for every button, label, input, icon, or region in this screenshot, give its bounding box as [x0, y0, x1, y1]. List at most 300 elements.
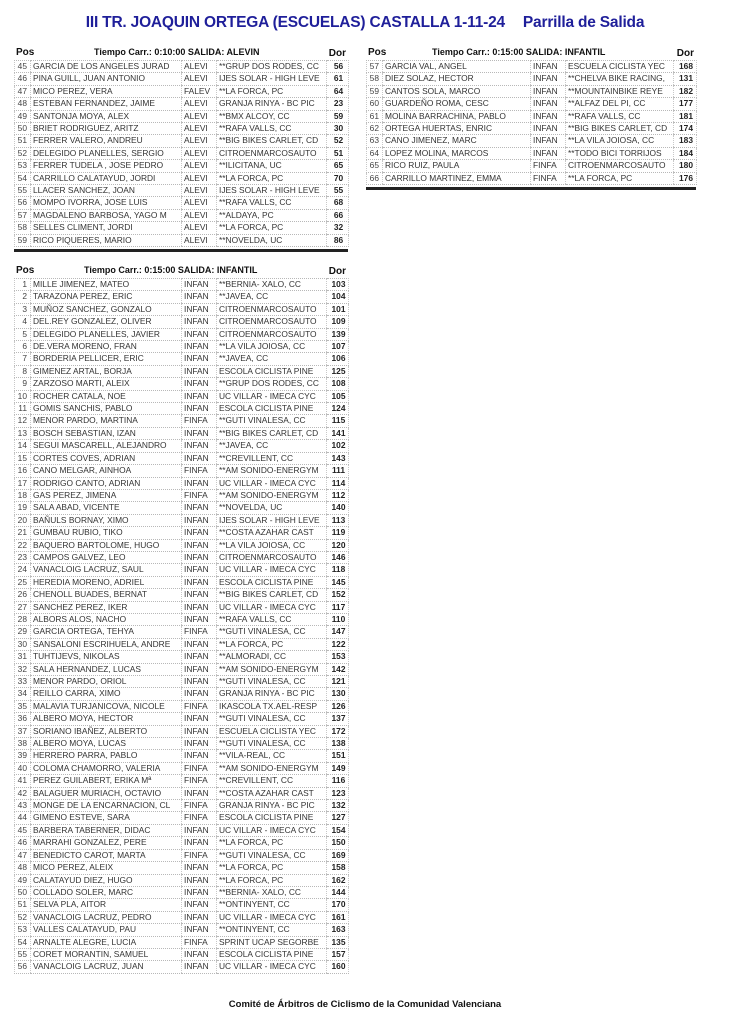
position-cell: 60 — [367, 98, 383, 110]
club-cell: **ONTINYENT, CC — [217, 924, 327, 936]
category-cell: INFAN — [182, 539, 217, 551]
category-cell: ALEVI — [182, 110, 217, 122]
position-cell: 48 — [15, 862, 31, 874]
club-cell: ESCOLA CICLISTA PINE — [217, 812, 327, 824]
position-cell: 37 — [15, 725, 31, 737]
infantil-top-table — [366, 60, 697, 185]
category-cell: INFAN — [182, 341, 217, 353]
rider-name-cell: SANTONJA MOYA, ALEX — [31, 110, 182, 122]
rider-name-cell: ALBERO MOYA, HECTOR — [31, 713, 182, 725]
bib-number-cell: 130 — [327, 688, 349, 700]
document-title — [0, 14, 730, 32]
bib-number-cell: 116 — [327, 775, 349, 787]
category-cell: INFAN — [182, 638, 217, 650]
position-cell: 17 — [15, 477, 31, 489]
position-cell: 2 — [15, 291, 31, 303]
bib-number-cell: 183 — [674, 135, 697, 147]
rider-name-cell: GUARDEÑO ROMA, CESC — [383, 98, 531, 110]
bib-number-cell: 135 — [327, 936, 349, 948]
rider-row — [15, 477, 349, 489]
club-cell: **CREVILLENT, CC — [217, 775, 327, 787]
category-cell: INFAN — [182, 651, 217, 663]
category-cell: INFAN — [182, 378, 217, 390]
position-cell: 16 — [15, 465, 31, 477]
position-cell: 46 — [15, 837, 31, 849]
position-cell: 14 — [15, 440, 31, 452]
club-cell: **NOVELDA, UC — [217, 502, 327, 514]
category-cell: INFAN — [182, 440, 217, 452]
club-cell: **LA FORCA, PC — [217, 85, 327, 97]
rider-row — [15, 738, 349, 750]
rider-name-cell: COLLADO SOLER, MARC — [31, 886, 182, 898]
position-cell: 58 — [15, 222, 31, 234]
rider-row — [15, 638, 349, 650]
rider-name-cell: PINA GUILL, JUAN ANTONIO — [31, 73, 182, 85]
bib-number-cell: 150 — [327, 837, 349, 849]
club-cell: **VILA-REAL, CC — [217, 750, 327, 762]
bib-number-cell: 106 — [327, 353, 349, 365]
category-cell: INFAN — [531, 98, 566, 110]
category-cell: ALEVI — [182, 197, 217, 209]
rider-name-cell: CORTES COVES, ADRIAN — [31, 452, 182, 464]
rider-name-cell: GARCIA DE LOS ANGELES JURAD — [31, 61, 182, 73]
table-bottom-rule — [366, 187, 696, 190]
rider-name-cell: BAQUERO BARTOLOME, HUGO — [31, 539, 182, 551]
club-cell: UC VILLAR - IMECA CYC — [217, 390, 327, 402]
rider-name-cell: ALBERO MOYA, LUCAS — [31, 738, 182, 750]
club-cell: **GUTI VINALESA, CC — [217, 626, 327, 638]
bib-number-cell: 126 — [327, 700, 349, 712]
bib-number-cell: 125 — [327, 365, 349, 377]
rider-row — [15, 800, 349, 812]
category-cell: FALEV — [182, 85, 217, 97]
position-cell: 9 — [15, 378, 31, 390]
category-cell: INFAN — [182, 886, 217, 898]
position-cell: 5 — [15, 328, 31, 340]
rider-row — [15, 378, 349, 390]
club-cell: UC VILLAR - IMECA CYC — [217, 477, 327, 489]
category-cell: INFAN — [182, 874, 217, 886]
club-cell: ESCUELA CICLISTA YEC — [566, 61, 674, 73]
bib-number-cell: 51 — [327, 147, 349, 159]
bib-number-cell: 61 — [327, 73, 349, 85]
rider-row — [15, 427, 349, 439]
bib-number-cell: 157 — [327, 948, 349, 960]
club-cell: UC VILLAR - IMECA CYC — [217, 601, 327, 613]
position-cell: 21 — [15, 527, 31, 539]
rider-row — [15, 465, 349, 477]
category-cell: INFAN — [182, 837, 217, 849]
rider-name-cell: VANACLOIG LACRUZ, SAUL — [31, 564, 182, 576]
bib-number-cell: 118 — [327, 564, 349, 576]
club-cell: ESCOLA CICLISTA PINE — [217, 403, 327, 415]
bib-number-cell: 145 — [327, 576, 349, 588]
rider-name-cell: GUMBAU RUBIO, TIKO — [31, 527, 182, 539]
position-cell: 57 — [15, 209, 31, 221]
position-cell: 63 — [367, 135, 383, 147]
category-cell: FINFA — [182, 489, 217, 501]
bib-number-cell: 123 — [327, 787, 349, 799]
position-cell: 3 — [15, 303, 31, 315]
category-cell: INFAN — [182, 787, 217, 799]
rider-name-cell: TARAZONA PEREZ, ERIC — [31, 291, 182, 303]
bib-number-cell: 174 — [674, 123, 697, 135]
bib-number-cell: 121 — [327, 676, 349, 688]
position-cell: 36 — [15, 713, 31, 725]
club-cell: UC VILLAR - IMECA CYC — [217, 911, 327, 923]
pos-column-header: Pos — [368, 47, 387, 58]
rider-row — [15, 700, 349, 712]
position-cell: 52 — [15, 911, 31, 923]
club-cell: **LA FORCA, PC — [217, 172, 327, 184]
position-cell: 44 — [15, 812, 31, 824]
club-cell: **MOUNTAINBIKE REYE — [566, 85, 674, 97]
rider-row — [15, 527, 349, 539]
rider-row — [15, 713, 349, 725]
club-cell: CITROENMARCOSAUTO — [217, 551, 327, 563]
rider-row — [15, 899, 349, 911]
category-cell: INFAN — [182, 427, 217, 439]
alevin-table — [14, 60, 349, 247]
rider-name-cell: CANO JIMENEZ, MARC — [383, 135, 531, 147]
rider-row — [15, 948, 349, 960]
bib-number-cell: 109 — [327, 316, 349, 328]
rider-name-cell: ORTEGA HUERTAS, ENRIC — [383, 123, 531, 135]
category-cell: INFAN — [182, 750, 217, 762]
category-cell: FINFA — [182, 626, 217, 638]
club-cell: ESCOLA CICLISTA PINE — [217, 365, 327, 377]
club-cell: **GUTI VINALESA, CC — [217, 676, 327, 688]
bib-number-cell: 112 — [327, 489, 349, 501]
rider-name-cell: DEL.REY GONZALEZ, OLIVER — [31, 316, 182, 328]
position-cell: 62 — [367, 123, 383, 135]
rider-row — [367, 123, 697, 135]
club-cell: **LA VILA JOIOSA, CC — [566, 135, 674, 147]
bib-number-cell: 107 — [327, 341, 349, 353]
rider-name-cell: VANACLOIG LACRUZ, JUAN — [31, 961, 182, 973]
club-cell: GRANJA RINYA - BC PIC — [217, 688, 327, 700]
rider-row — [15, 936, 349, 948]
rider-row — [15, 222, 349, 234]
rider-name-cell: SALA ABAD, VICENTE — [31, 502, 182, 514]
club-cell: **RAFA VALLS, CC — [566, 110, 674, 122]
rider-row — [15, 135, 349, 147]
bib-number-cell: 68 — [327, 197, 349, 209]
position-cell: 28 — [15, 613, 31, 625]
category-cell: INFAN — [182, 502, 217, 514]
bib-number-cell: 149 — [327, 762, 349, 774]
rider-name-cell: CAMPOS GALVEZ, LEO — [31, 551, 182, 563]
rider-row — [15, 98, 349, 110]
rider-name-cell: HEREDIA MORENO, ADRIEL — [31, 576, 182, 588]
bib-number-cell: 127 — [327, 812, 349, 824]
position-cell: 49 — [15, 110, 31, 122]
rider-name-cell: CHENOLL BUADES, BERNAT — [31, 589, 182, 601]
bib-number-cell: 102 — [327, 440, 349, 452]
position-cell: 18 — [15, 489, 31, 501]
category-cell: INFAN — [182, 725, 217, 737]
position-cell: 54 — [15, 172, 31, 184]
rider-name-cell: BORDERIA PELLICER, ERIC — [31, 353, 182, 365]
bib-number-cell: 142 — [327, 663, 349, 675]
position-cell: 50 — [15, 886, 31, 898]
club-cell: IJES SOLAR - HIGH LEVE — [217, 73, 327, 85]
bib-number-cell: 119 — [327, 527, 349, 539]
club-cell: ESCOLA CICLISTA PINE — [217, 576, 327, 588]
rider-name-cell: RICO PIQUERES, MARIO — [31, 234, 182, 246]
rider-name-cell: ZARZOSO MARTI, ALEIX — [31, 378, 182, 390]
position-cell: 51 — [15, 899, 31, 911]
position-cell: 46 — [15, 73, 31, 85]
bib-number-cell: 86 — [327, 234, 349, 246]
club-cell: **ALMORADI, CC — [217, 651, 327, 663]
position-cell: 42 — [15, 787, 31, 799]
category-cell: INFAN — [182, 899, 217, 911]
rider-name-cell: BARBERA TABERNER, DIDAC — [31, 824, 182, 836]
position-cell: 26 — [15, 589, 31, 601]
rider-row — [15, 539, 349, 551]
bib-number-cell: 55 — [327, 185, 349, 197]
rider-row — [15, 147, 349, 159]
rider-name-cell: REILLO CARRA, XIMO — [31, 688, 182, 700]
category-cell: FINFA — [531, 160, 566, 172]
category-cell: ALEVI — [182, 160, 217, 172]
bib-number-cell: 162 — [327, 874, 349, 886]
category-cell: ALEVI — [182, 73, 217, 85]
rider-row — [367, 85, 697, 97]
category-cell: INFAN — [531, 135, 566, 147]
category-cell: INFAN — [182, 279, 217, 291]
pos-column-header: Pos — [16, 47, 35, 58]
rider-row — [15, 234, 349, 246]
club-cell: **COSTA AZAHAR CAST — [217, 787, 327, 799]
category-cell: INFAN — [531, 73, 566, 85]
position-cell: 55 — [15, 948, 31, 960]
position-cell: 53 — [15, 924, 31, 936]
position-cell: 47 — [15, 849, 31, 861]
category-cell: INFAN — [182, 948, 217, 960]
rider-name-cell: SANCHEZ PEREZ, IKER — [31, 601, 182, 613]
bib-number-cell: 120 — [327, 539, 349, 551]
bib-number-cell: 141 — [327, 427, 349, 439]
position-cell: 52 — [15, 147, 31, 159]
bib-number-cell: 65 — [327, 160, 349, 172]
club-cell: **BIG BIKES CARLET, CD — [217, 427, 327, 439]
club-cell: **CHELVA BIKE RACING, — [566, 73, 674, 85]
club-cell: **ONTINYENT, CC — [217, 899, 327, 911]
position-cell: 1 — [15, 279, 31, 291]
rider-row — [15, 502, 349, 514]
bib-number-cell: 147 — [327, 626, 349, 638]
club-cell: **AM SONIDO-ENERGYM — [217, 762, 327, 774]
category-cell: FINFA — [182, 415, 217, 427]
rider-row — [15, 341, 349, 353]
rider-row — [15, 626, 349, 638]
category-cell: FINFA — [182, 849, 217, 861]
bib-number-cell: 23 — [327, 98, 349, 110]
category-cell: FINFA — [182, 465, 217, 477]
rider-name-cell: MOLINA BARRACHINA, PABLO — [383, 110, 531, 122]
bib-number-cell: 182 — [674, 85, 697, 97]
rider-row — [367, 147, 697, 159]
rider-row — [15, 775, 349, 787]
category-cell: INFAN — [182, 961, 217, 973]
category-cell: INFAN — [531, 110, 566, 122]
rider-row — [15, 576, 349, 588]
category-cell: INFAN — [182, 390, 217, 402]
category-cell: ALEVI — [182, 234, 217, 246]
club-cell: **GRUP DOS RODES, CC — [217, 61, 327, 73]
rider-row — [15, 316, 349, 328]
rider-name-cell: CALATAYUD DIEZ, HUGO — [31, 874, 182, 886]
club-cell: **LA FORCA, PC — [217, 638, 327, 650]
club-cell: **RAFA VALLS, CC — [217, 197, 327, 209]
category-cell: INFAN — [182, 663, 217, 675]
club-cell: **NOVELDA, UC — [217, 234, 327, 246]
rider-name-cell: GARCIA VAL, ANGEL — [383, 61, 531, 73]
rider-row — [15, 160, 349, 172]
position-cell: 48 — [15, 98, 31, 110]
pos-column-header: Pos — [16, 265, 35, 276]
bib-number-cell: 64 — [327, 85, 349, 97]
category-cell: ALEVI — [182, 61, 217, 73]
position-cell: 19 — [15, 502, 31, 514]
category-cell: INFAN — [531, 123, 566, 135]
club-cell: **JAVEA, CC — [217, 440, 327, 452]
rider-row — [15, 812, 349, 824]
club-cell: **GUTI VINALESA, CC — [217, 738, 327, 750]
category-cell: INFAN — [182, 527, 217, 539]
rider-name-cell: PEREZ GUILABERT, ERIKA Mª — [31, 775, 182, 787]
rider-row — [15, 514, 349, 526]
rider-row — [15, 353, 349, 365]
club-cell: IJES SOLAR - HIGH LEVE — [217, 185, 327, 197]
club-cell: CITROENMARCOSAUTO — [217, 316, 327, 328]
category-cell: INFAN — [182, 291, 217, 303]
bib-number-cell: 139 — [327, 328, 349, 340]
rider-row — [15, 862, 349, 874]
position-cell: 10 — [15, 390, 31, 402]
position-cell: 4 — [15, 316, 31, 328]
rider-name-cell: DELEGIDO PLANELLES, SERGIO — [31, 147, 182, 159]
rider-name-cell: DELEGIDO PLANELLES, JAVIER — [31, 328, 182, 340]
rider-name-cell: FERRER VALERO, ANDREU — [31, 135, 182, 147]
position-cell: 20 — [15, 514, 31, 526]
bib-number-cell: 138 — [327, 738, 349, 750]
category-cell: FINFA — [182, 775, 217, 787]
bib-number-cell: 111 — [327, 465, 349, 477]
document-subtitle: Parrilla de Salida — [522, 14, 645, 31]
rider-name-cell: CARRILLO MARTINEZ, EMMA — [383, 172, 531, 184]
bib-number-cell: 161 — [327, 911, 349, 923]
position-cell: 58 — [367, 73, 383, 85]
rider-row — [15, 750, 349, 762]
rider-row — [15, 489, 349, 501]
rider-name-cell: COLOMA CHAMORRO, VALERIA — [31, 762, 182, 774]
rider-name-cell: TUHTIJEVS, NIKOLAS — [31, 651, 182, 663]
bib-number-cell: 132 — [327, 800, 349, 812]
bib-number-cell: 151 — [327, 750, 349, 762]
rider-row — [15, 279, 349, 291]
dor-column-header: Dor — [676, 48, 694, 59]
rider-name-cell: BALAGUER MURIACH, OCTAVIO — [31, 787, 182, 799]
rider-row — [15, 651, 349, 663]
bib-number-cell: 160 — [327, 961, 349, 973]
rider-row — [15, 415, 349, 427]
rider-name-cell: MILLE JIMENEZ, MATEO — [31, 279, 182, 291]
position-cell: 56 — [15, 197, 31, 209]
position-cell: 34 — [15, 688, 31, 700]
category-cell: INFAN — [182, 924, 217, 936]
category-cell: INFAN — [531, 61, 566, 73]
position-cell: 41 — [15, 775, 31, 787]
bib-number-cell: 172 — [327, 725, 349, 737]
category-cell: ALEVI — [182, 172, 217, 184]
rider-name-cell: RICO RUIZ, PAULA — [383, 160, 531, 172]
category-cell: FINFA — [182, 800, 217, 812]
bib-number-cell: 66 — [327, 209, 349, 221]
position-cell: 45 — [15, 61, 31, 73]
club-cell: **GUTI VINALESA, CC — [217, 849, 327, 861]
club-cell: GRANJA RINYA - BC PIC — [217, 98, 327, 110]
rider-name-cell: MALAVIA TURJANICOVA, NICOLE — [31, 700, 182, 712]
rider-row — [367, 98, 697, 110]
bib-number-cell: 163 — [327, 924, 349, 936]
rider-row — [15, 85, 349, 97]
bib-number-cell: 168 — [674, 61, 697, 73]
position-cell: 25 — [15, 576, 31, 588]
rider-row — [15, 390, 349, 402]
position-cell: 22 — [15, 539, 31, 551]
bib-number-cell: 105 — [327, 390, 349, 402]
rider-row — [15, 110, 349, 122]
category-cell: ALEVI — [182, 222, 217, 234]
club-cell: **LA FORCA, PC — [217, 874, 327, 886]
rider-row — [367, 135, 697, 147]
category-cell: ALEVI — [182, 185, 217, 197]
rider-name-cell: ARNALTE ALEGRE, LUCIA — [31, 936, 182, 948]
category-cell: ALEVI — [182, 98, 217, 110]
bib-number-cell: 169 — [327, 849, 349, 861]
infantil-main-table — [14, 278, 349, 974]
club-cell: **LA FORCA, PC — [217, 837, 327, 849]
position-cell: 13 — [15, 427, 31, 439]
club-cell: **ALFAZ DEL PI, CC — [566, 98, 674, 110]
bib-number-cell: 158 — [327, 862, 349, 874]
category-cell: INFAN — [182, 713, 217, 725]
club-cell: **JAVEA, CC — [217, 353, 327, 365]
rider-row — [15, 403, 349, 415]
club-cell: **LA FORCA, PC — [217, 222, 327, 234]
position-cell: 64 — [367, 147, 383, 159]
rider-name-cell: CARRILLO CALATAYUD, JORDI — [31, 172, 182, 184]
position-cell: 54 — [15, 936, 31, 948]
bib-number-cell: 110 — [327, 613, 349, 625]
rider-name-cell: GAS PEREZ, JIMENA — [31, 489, 182, 501]
rider-name-cell: MARRAHI GONZALEZ, PERE — [31, 837, 182, 849]
club-cell: **ILICITANA, UC — [217, 160, 327, 172]
bib-number-cell: 113 — [327, 514, 349, 526]
rider-row — [367, 160, 697, 172]
rider-name-cell: LOPEZ MOLINA, MARCOS — [383, 147, 531, 159]
bib-number-cell: 115 — [327, 415, 349, 427]
club-cell: **GUTI VINALESA, CC — [217, 713, 327, 725]
category-cell: INFAN — [182, 452, 217, 464]
category-cell: ALEVI — [182, 209, 217, 221]
category-cell: INFAN — [182, 514, 217, 526]
category-cell: ALEVI — [182, 147, 217, 159]
position-cell: 66 — [367, 172, 383, 184]
